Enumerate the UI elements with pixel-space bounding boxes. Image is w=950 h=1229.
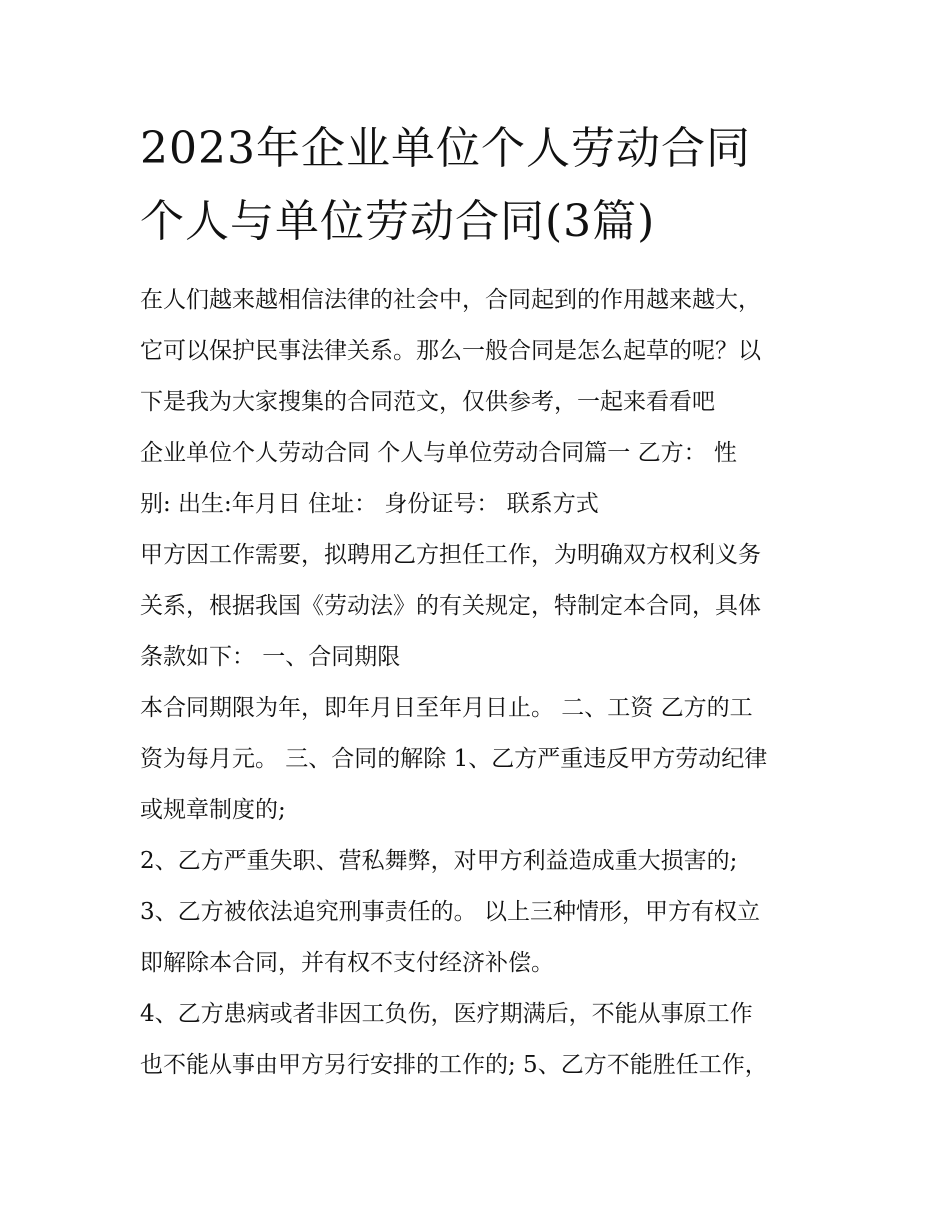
body-line: 也不能从事由甲方另行安排的工作的; 5、乙方不能胜任工作， [140, 1052, 768, 1078]
document-body [140, 275, 820, 1091]
body-line: 本合同期限为年，即年月日至年月日止。 二、工资 乙方的工 [140, 695, 753, 721]
body-line: 别: 出生:年月日 住址： 身份证号： 联系方式 [140, 491, 599, 517]
body-line: 甲方因工作需要，拟聘用乙方担任工作，为明确双方权利义务 [140, 542, 761, 568]
body-line: 即解除本合同，并有权不支付经济补偿。 [140, 950, 554, 976]
body-line: 在人们越来越相信法律的社会中，合同起到的作用越来越大， [140, 287, 761, 313]
body-line: 下是我为大家搜集的合同范文，仅供参考，一起来看看吧 [140, 389, 715, 415]
body-line: 2、乙方严重失职、营私舞弊，对甲方利益造成重大损害的; [140, 848, 738, 874]
body-line: 4、乙方患病或者非因工负伤，医疗期满后，不能从事原工作 [140, 1001, 753, 1027]
body-line: 关系，根据我国《劳动法》的有关规定，特制定本合同，具体 [140, 593, 761, 619]
body-line: 资为每月元。 三、合同的解除 1、乙方严重违反甲方劳动纪律 [140, 746, 768, 772]
title-line-2: 个人与单位劳动合同(3篇) [140, 196, 656, 247]
document-title [140, 112, 820, 258]
body-line: 企业单位个人劳动合同 个人与单位劳动合同篇一 乙方： 性 [140, 440, 737, 466]
title-line-1: 2023年企业单位个人劳动合同 [140, 123, 751, 174]
body-line: 条款如下： 一、合同期限 [140, 644, 401, 670]
body-line: 它可以保护民事法律关系。那么一般合同是怎么起草的呢？以 [140, 338, 761, 364]
body-line: 或规章制度的; [140, 797, 286, 823]
body-line: 3、乙方被依法追究刑事责任的。 以上三种情形，甲方有权立 [140, 899, 760, 925]
